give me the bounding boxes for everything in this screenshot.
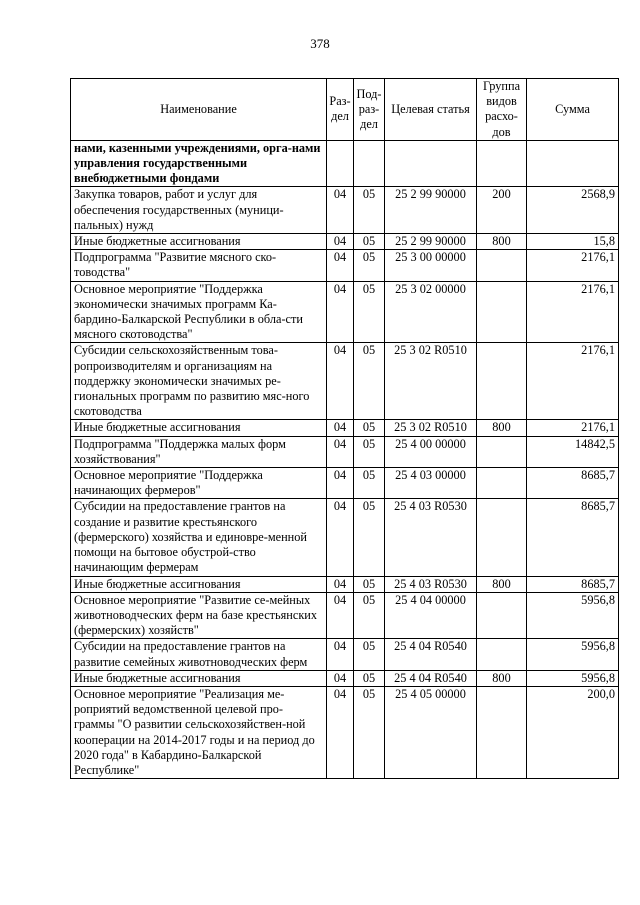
cell-target-article: 25 2 99 90000 xyxy=(385,187,477,234)
cell-name: Субсидии на предоставление грантов на создание и развитие крестьянского (фермерского) хозяйства и единовре-менной помощи на бытовое обустрой-ство начинающим фермерам xyxy=(71,499,327,576)
cell-section: 04 xyxy=(327,686,354,778)
cell-sum: 2176,1 xyxy=(527,281,619,343)
cell-section: 04 xyxy=(327,576,354,592)
cell-expense-group xyxy=(477,343,527,420)
cell-expense-group: 800 xyxy=(477,420,527,436)
table-row xyxy=(71,281,619,343)
cell-name: Субсидии на предоставление грантов на развитие семейных животноводческих ферм xyxy=(71,639,327,670)
cell-section: 04 xyxy=(327,343,354,420)
cell-subsection xyxy=(354,140,385,187)
cell-subsection: 05 xyxy=(354,592,385,639)
cell-name: нами, казенными учреждениями, орга-нами управления государственными внебюджетными фондами xyxy=(71,140,327,187)
cell-section xyxy=(327,140,354,187)
cell-sum: 5956,8 xyxy=(527,670,619,686)
cell-subsection: 05 xyxy=(354,234,385,250)
cell-target-article: 25 4 05 00000 xyxy=(385,686,477,778)
table-row xyxy=(71,468,619,499)
cell-name: Иные бюджетные ассигнования xyxy=(71,576,327,592)
cell-target-article: 25 4 03 R0530 xyxy=(385,576,477,592)
table-row xyxy=(71,140,619,187)
cell-section: 04 xyxy=(327,281,354,343)
table-row xyxy=(71,670,619,686)
cell-expense-group: 800 xyxy=(477,670,527,686)
cell-subsection: 05 xyxy=(354,187,385,234)
cell-expense-group xyxy=(477,639,527,670)
cell-expense-group xyxy=(477,468,527,499)
cell-section: 04 xyxy=(327,420,354,436)
table-row xyxy=(71,187,619,234)
cell-section: 04 xyxy=(327,639,354,670)
cell-target-article: 25 4 03 00000 xyxy=(385,468,477,499)
table-row xyxy=(71,639,619,670)
table-row xyxy=(71,686,619,778)
cell-sum: 15,8 xyxy=(527,234,619,250)
cell-sum: 2568,9 xyxy=(527,187,619,234)
cell-section: 04 xyxy=(327,436,354,467)
table-body xyxy=(71,140,619,778)
cell-sum: 14842,5 xyxy=(527,436,619,467)
cell-sum: 200,0 xyxy=(527,686,619,778)
cell-target-article: 25 4 03 R0530 xyxy=(385,499,477,576)
cell-section: 04 xyxy=(327,250,354,281)
cell-subsection: 05 xyxy=(354,576,385,592)
cell-section: 04 xyxy=(327,468,354,499)
cell-subsection: 05 xyxy=(354,420,385,436)
cell-expense-group xyxy=(477,436,527,467)
table-row xyxy=(71,250,619,281)
cell-target-article: 25 3 02 R0510 xyxy=(385,420,477,436)
cell-name: Основное мероприятие "Поддержка экономически значимых программ Ка-бардино-Балкарской Республики в обла-сти мясного скотоводства" xyxy=(71,281,327,343)
cell-sum: 2176,1 xyxy=(527,420,619,436)
cell-expense-group: 200 xyxy=(477,187,527,234)
cell-target-article: 25 4 04 R0540 xyxy=(385,670,477,686)
cell-expense-group xyxy=(477,250,527,281)
cell-sum xyxy=(527,140,619,187)
cell-expense-group xyxy=(477,499,527,576)
table-row xyxy=(71,499,619,576)
cell-sum: 2176,1 xyxy=(527,343,619,420)
page-number: 378 xyxy=(310,36,330,51)
cell-name: Основное мероприятие "Поддержка начинающих фермеров" xyxy=(71,468,327,499)
table-row xyxy=(71,234,619,250)
cell-section: 04 xyxy=(327,499,354,576)
cell-target-article xyxy=(385,140,477,187)
budget-table xyxy=(70,78,619,779)
header-sum: Сумма xyxy=(527,79,619,141)
cell-subsection: 05 xyxy=(354,670,385,686)
header-name: Наименование xyxy=(71,79,327,141)
table-row xyxy=(71,343,619,420)
cell-name: Иные бюджетные ассигнования xyxy=(71,420,327,436)
cell-expense-group xyxy=(477,686,527,778)
header-section: Раз-дел xyxy=(327,79,354,141)
cell-target-article: 25 2 99 90000 xyxy=(385,234,477,250)
cell-target-article: 25 4 00 00000 xyxy=(385,436,477,467)
cell-name: Подпрограмма "Развитие мясного ско-товодства" xyxy=(71,250,327,281)
cell-sum: 8685,7 xyxy=(527,576,619,592)
header-subsection: Под-раз-дел xyxy=(354,79,385,141)
cell-subsection: 05 xyxy=(354,436,385,467)
cell-sum: 2176,1 xyxy=(527,250,619,281)
cell-expense-group xyxy=(477,592,527,639)
cell-subsection: 05 xyxy=(354,686,385,778)
header-expense-group: Группа видов расхо-дов xyxy=(477,79,527,141)
cell-expense-group xyxy=(477,140,527,187)
cell-name: Субсидии сельскохозяйственным това-ропроизводителям и организациям на поддержку экономически значимых ре-гиональных программ по развитию мяс-ного скотоводства xyxy=(71,343,327,420)
cell-name: Иные бюджетные ассигнования xyxy=(71,670,327,686)
cell-sum: 5956,8 xyxy=(527,592,619,639)
cell-sum: 8685,7 xyxy=(527,468,619,499)
cell-target-article: 25 4 04 R0540 xyxy=(385,639,477,670)
cell-name: Основное мероприятие "Развитие се-мейных животноводческих ферм на базе крестьянских (фермерских) хозяйств" xyxy=(71,592,327,639)
cell-expense-group: 800 xyxy=(477,576,527,592)
cell-sum: 8685,7 xyxy=(527,499,619,576)
cell-target-article: 25 3 02 00000 xyxy=(385,281,477,343)
cell-section: 04 xyxy=(327,670,354,686)
cell-section: 04 xyxy=(327,592,354,639)
cell-subsection: 05 xyxy=(354,499,385,576)
table-row xyxy=(71,592,619,639)
cell-section: 04 xyxy=(327,234,354,250)
cell-subsection: 05 xyxy=(354,468,385,499)
cell-target-article: 25 4 04 00000 xyxy=(385,592,477,639)
cell-name: Подпрограмма "Поддержка малых форм хозяйствования" xyxy=(71,436,327,467)
table-header-row xyxy=(71,79,619,141)
cell-target-article: 25 3 02 R0510 xyxy=(385,343,477,420)
cell-expense-group: 800 xyxy=(477,234,527,250)
cell-subsection: 05 xyxy=(354,250,385,281)
cell-name: Основное мероприятие "Реализация ме-роприятий ведомственной целевой про-граммы "О развитии сельскохозяйствен-ной кооперации на 2014-2017 годы и на период до 2020 года" в Кабардино-Балкарской Республике" xyxy=(71,686,327,778)
table-row xyxy=(71,420,619,436)
table-row xyxy=(71,576,619,592)
cell-subsection: 05 xyxy=(354,639,385,670)
cell-name: Иные бюджетные ассигнования xyxy=(71,234,327,250)
cell-target-article: 25 3 00 00000 xyxy=(385,250,477,281)
cell-sum: 5956,8 xyxy=(527,639,619,670)
cell-subsection: 05 xyxy=(354,281,385,343)
cell-name: Закупка товаров, работ и услуг для обеспечения государственных (муници-пальных) нужд xyxy=(71,187,327,234)
cell-expense-group xyxy=(477,281,527,343)
header-target-article: Целевая статья xyxy=(385,79,477,141)
cell-section: 04 xyxy=(327,187,354,234)
table-row xyxy=(71,436,619,467)
cell-subsection: 05 xyxy=(354,343,385,420)
